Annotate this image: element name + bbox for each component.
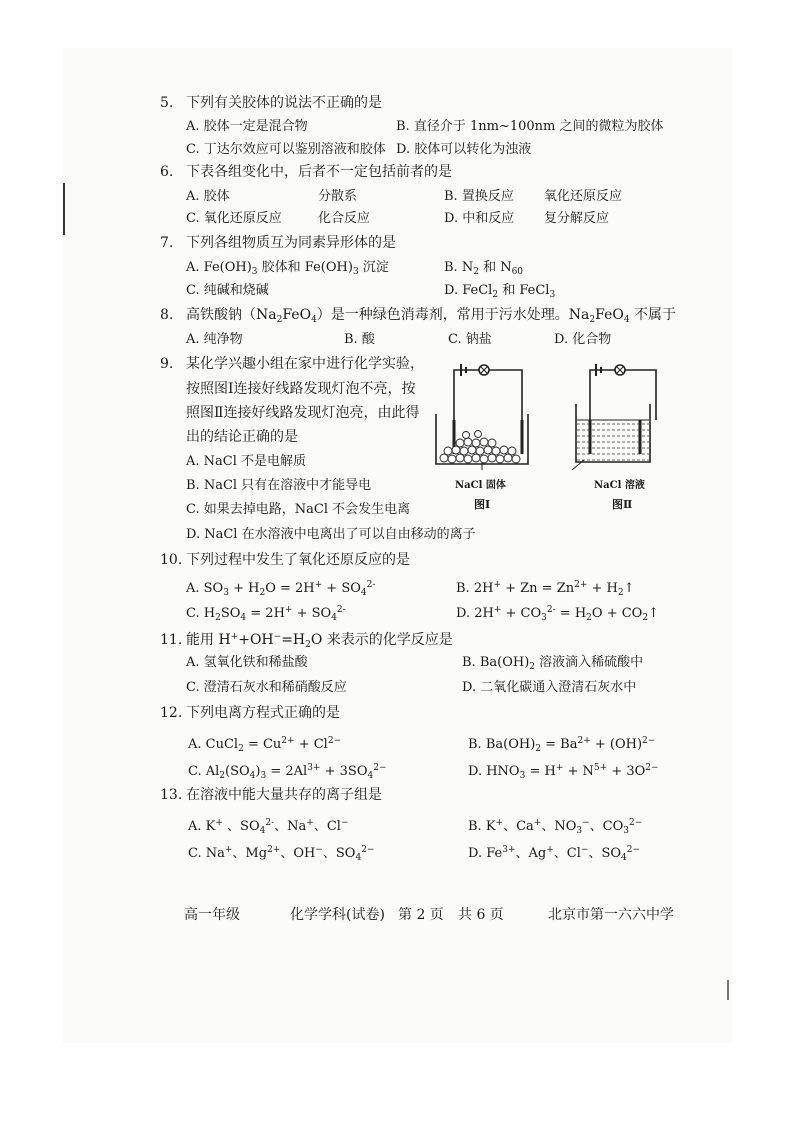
figure-2-caption: 图Ⅱ [612, 498, 633, 511]
question-7-stem: 7. 下列各组物质互为同素异形体的是 [160, 235, 396, 251]
question-12-option-c: C. $Al_2(SO_4)_3 = 2Al^{3+} + 3SO_4^{2-}$ [188, 763, 387, 781]
question-9-option-b: B. NaCl 只有在溶液中才能导电 [186, 478, 372, 493]
question-12-stem: 12. 下列电离方程式正确的是 [160, 705, 340, 721]
footer-school: 北京市第一六六中学 [548, 907, 674, 923]
question-6-option-b: B. 置换反应 [444, 189, 514, 204]
question-8-option-c: C. 钠盐 [448, 332, 492, 347]
question-13-option-b: B. K+、Ca+、$NO_3^-$、$CO_3^{2-}$ [468, 818, 643, 836]
question-12-option-d: D. $HNO_3 = H^+ + N^{5+} + 3O^{2-}$ [468, 763, 659, 781]
figure-1-caption: 图Ⅰ [474, 498, 491, 511]
question-6-stem: 6. 下表各组变化中，后者不一定包括前者的是 [160, 164, 452, 180]
question-9-option-d: D. NaCl 在水溶液中电离出了可以自由移动的离子 [186, 527, 476, 542]
footer-grade: 高一年级 [184, 907, 240, 923]
question-5-stem: 5. 下列有关胶体的说法不正确的是 [160, 95, 382, 111]
question-10-option-c: C. $H_2SO_4 = 2H^+ + SO_4^{2-}$ [186, 605, 346, 623]
figure-1-label: NaCl 固体 [455, 480, 506, 491]
footer-total-pages: 共 6 页 [458, 907, 504, 923]
question-5-option-b: B. 直径介于 1nm~100nm 之间的微粒为胶体 [396, 119, 664, 134]
margin-scan-mark [63, 183, 65, 235]
figure-2-circuit-nacl-solution [566, 358, 664, 470]
question-11-option-b: B. $Ba(OH)_2$ 溶液滴入稀硫酸中 [462, 655, 644, 672]
question-13-option-c: C. Na+、$Mg^{2+}$、OH−、$SO_4^{2-}$ [188, 845, 375, 863]
question-11-stem: 11. 能用 $H^++OH^-=H_2O$ 来表示的化学反应是 [160, 632, 453, 650]
question-7-option-d: D. FeCl$_2$ 和 FeCl$_3$ [444, 283, 556, 300]
question-11-option-a: A. 氢氧化铁和稀盐酸 [186, 655, 308, 670]
margin-scan-mark [727, 980, 729, 1000]
question-6-option-a: A. 胶体 [186, 189, 230, 204]
question-9-option-a: A. NaCl 不是电解质 [186, 454, 307, 469]
question-8-option-d: D. 化合物 [554, 332, 612, 347]
question-5-option-c: C. 丁达尔效应可以鉴别溶液和胶体 [186, 142, 386, 157]
figure-1-circuit-solid-nacl [428, 358, 538, 470]
question-11-option-c: C. 澄清石灰水和稀硝酸反应 [186, 680, 347, 695]
question-10-option-a: A. $SO_3 + H_2O = 2H^+ + SO_4^{2-}$ [186, 580, 376, 598]
question-9-option-c: C. 如果去掉电路，NaCl 不会发生电离 [186, 502, 411, 517]
question-8-option-b: B. 酸 [344, 332, 375, 347]
question-10-option-d: D. $2H^+ + CO_3^{2-} = H_2O$ + $CO_2↑$ [456, 605, 659, 623]
question-9-stem-line2: 按照图Ⅰ连接好线路发现灯泡不亮，按 [186, 381, 416, 397]
footer-page-number: 第 2 页 [398, 907, 444, 923]
question-5-option-a: A. 胶体一定是混合物 [186, 119, 308, 134]
question-8-option-a: A. 纯净物 [186, 332, 243, 347]
question-13-option-a: A. K+ 、$SO_4^{2-}$、Na+、Cl− [188, 818, 349, 836]
question-11-option-d: D. 二氧化碳通入澄清石灰水中 [462, 680, 637, 695]
question-12-option-b: B. $Ba(OH)_2 = Ba^{2+} + (OH)^{2-}$ [468, 736, 656, 754]
question-7-option-c: C. 纯碱和烧碱 [186, 283, 269, 298]
question-9-stem-line3: 照图Ⅱ连接好线路发现灯泡亮，由此得 [186, 405, 420, 421]
question-7-option-b: B. $N_2$ 和 $N_{60}$ [444, 260, 524, 277]
question-6-option-d: D. 中和反应 [444, 211, 515, 226]
question-7-option-a: A. $Fe(OH)_3$ 胶体和 $Fe(OH)_3$ 沉淀 [186, 260, 389, 277]
exam-page [62, 48, 732, 1043]
question-10-option-b: B. $2H^+ + Zn = Zn^{2+}$ + $H_2↑$ [456, 580, 635, 598]
question-6-option-a-right: 分散系 [318, 189, 358, 204]
question-5-option-d: D. 胶体可以转化为浊液 [396, 142, 532, 157]
question-9-stem-line1: 9. 某化学兴趣小组在家中进行化学实验， [160, 356, 424, 372]
question-9-stem-line4: 出的结论正确的是 [186, 429, 298, 445]
question-6-option-c: C. 氧化还原反应 [186, 211, 282, 226]
question-6-option-d-right: 复分解反应 [544, 211, 610, 226]
question-10-stem: 10. 下列过程中发生了氧化还原反应的是 [160, 552, 410, 568]
question-13-option-d: D. $Fe^{3+}$、Ag+、Cl−、$SO_4^{2-}$ [468, 845, 641, 863]
question-8-stem: 8. 高铁酸钠$(Na_2FeO_4)$是一种绿色消毒剂，常用于污水处理。$Na_2FeO_4$ 不属于 [160, 307, 677, 325]
question-6-option-c-right: 化合反应 [318, 211, 371, 226]
footer-subject: 化学学科(试卷) [290, 907, 385, 923]
question-13-stem: 13. 在溶液中能大量共存的离子组是 [160, 787, 382, 803]
question-12-option-a: A. CuCl$_2$ = $Cu^{2+} + Cl^{2-}$ [188, 736, 342, 754]
figure-2-label: NaCl 溶液 [594, 480, 645, 491]
question-6-option-b-right: 氧化还原反应 [544, 189, 623, 204]
